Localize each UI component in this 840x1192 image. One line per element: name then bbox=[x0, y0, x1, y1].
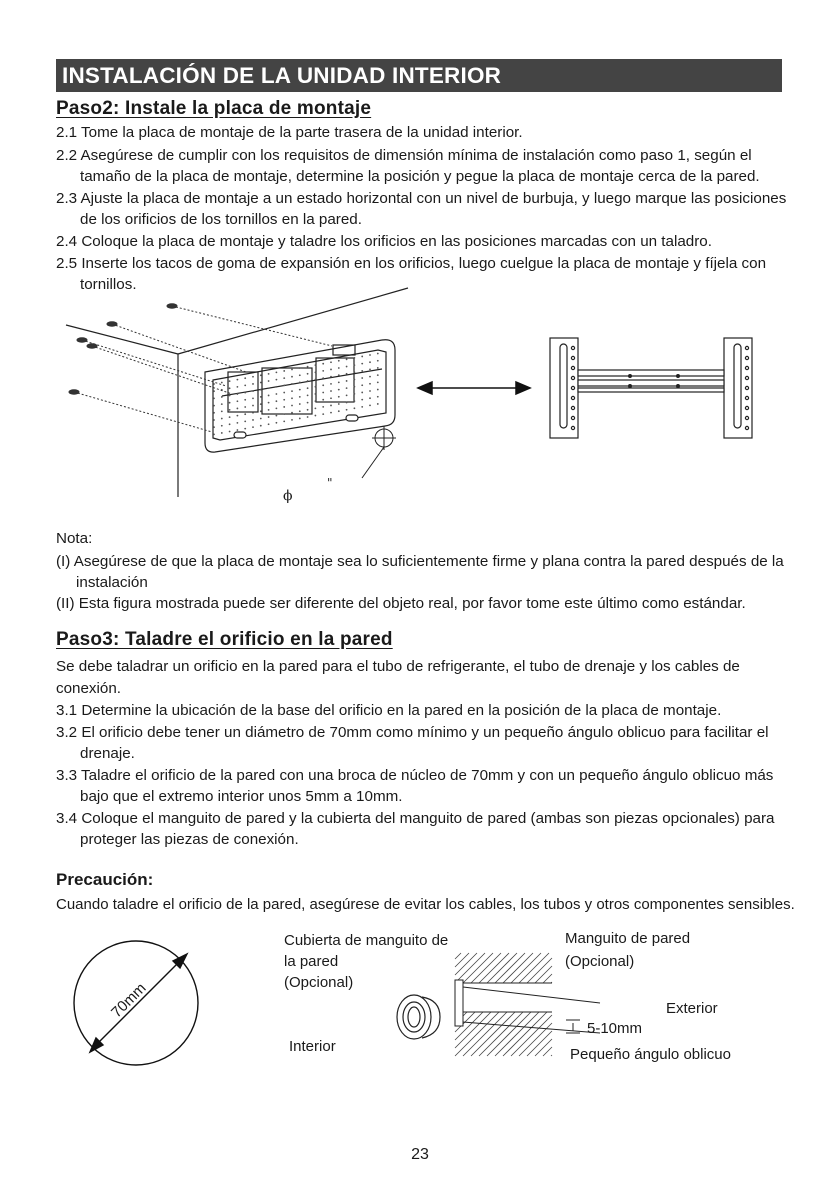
notes-label: Nota: bbox=[56, 530, 93, 547]
step2-line: 2.3 Ajuste la placa de montaje a un estado horizontal con un nivel de burbuja, y luego marque las posiciones bbox=[56, 190, 787, 207]
step2-line: 2.5 Inserte los tacos de goma de expansión en los orificios, luego cuelgue la placa de montaje y fíjela con bbox=[56, 255, 767, 272]
step3-line: 3.1 Determine la ubicación de la base del orificio en la pared en la posición de la placa de montaje. bbox=[56, 702, 722, 719]
step3-line: proteger las piezas de conexión. bbox=[80, 831, 299, 848]
sleeve-cover bbox=[397, 995, 440, 1039]
note-line: (II) Esta figura mostrada puede ser diferente del objeto real, por favor tome este último como estándar. bbox=[56, 595, 746, 612]
cover-label: (Opcional) bbox=[284, 974, 354, 991]
step2-title: Paso2: Instale la placa de montaje bbox=[56, 98, 372, 119]
page-number: 23 bbox=[411, 1146, 429, 1163]
step2-line: de los orificios de los tornillos en la pared. bbox=[80, 211, 362, 228]
interior-label: Interior bbox=[289, 1038, 336, 1055]
step2-line: 2.1 Tome la placa de montaje de la parte trasera de la unidad interior. bbox=[56, 124, 523, 141]
step2-line: tamaño de la placa de montaje, determine la posición y pegue la placa de montaje cerca de la pared. bbox=[80, 168, 760, 185]
step2-line: 2.4 Coloque la placa de montaje y taladre los orificios en las posiciones marcadas con un taladro. bbox=[56, 233, 712, 250]
exterior-label: Exterior bbox=[666, 1000, 718, 1017]
note-line: instalación bbox=[76, 574, 148, 591]
step3-line: bajo que el extremo interior unos 5mm a 10mm. bbox=[80, 788, 403, 805]
note-line: (I) Asegúrese de que la placa de montaje sea lo suficientemente firme y plana contra la pared después de la bbox=[56, 553, 784, 570]
step3-line: Se debe taladrar un orificio en la pared para el tubo de refrigerante, el tubo de drenaje y los cables de bbox=[56, 658, 740, 675]
mark-symbol: " bbox=[327, 476, 333, 490]
step3-line: 3.3 Taladre el orificio de la pared con una broca de núcleo de 70mm y con un pequeño ángulo oblicuo más bbox=[56, 767, 774, 784]
sleeve-label: (Opcional) bbox=[565, 953, 635, 970]
diameter-label: 70mm bbox=[108, 979, 150, 1022]
step3-line: 3.2 El orificio debe tener un diámetro de 70mm como mínimo y un pequeño ángulo oblicuo para facilitar el bbox=[56, 724, 769, 741]
phi-symbol: ϕ bbox=[283, 488, 293, 504]
step3-line: 3.4 Coloque el manguito de pared y la cubierta del manguito de pared (ambas son piezas opcionales) para bbox=[56, 810, 775, 827]
plate-front-view bbox=[550, 338, 752, 438]
angle-label: Pequeño ángulo oblicuo bbox=[570, 1046, 731, 1063]
caution-text: Cuando taladre el orificio de la pared, asegúrese de evitar los cables, los tubos y otros componentes sensibles. bbox=[56, 896, 795, 913]
step3-title: Paso3: Taladre el orificio en la pared bbox=[56, 629, 393, 650]
section-header: INSTALACIÓN DE LA UNIDAD INTERIOR bbox=[56, 59, 782, 92]
step2-line: 2.2 Asegúrese de cumplir con los requisitos de dimensión mínima de instalación como paso 1, según el bbox=[56, 147, 752, 164]
hole-marker bbox=[362, 426, 396, 478]
mounting-plate bbox=[205, 340, 395, 452]
caution-title: Precaución: bbox=[56, 870, 154, 889]
cover-label: Cubierta de manguito de bbox=[284, 932, 449, 949]
step3-line: conexión. bbox=[56, 680, 122, 697]
double-arrow-icon bbox=[418, 382, 530, 394]
step2-line: tornillos. bbox=[80, 276, 137, 293]
sleeve-label: Manguito de pared bbox=[565, 930, 691, 947]
cover-label: la pared bbox=[284, 953, 339, 970]
offset-label: 5-10mm bbox=[587, 1020, 643, 1037]
step3-line: drenaje. bbox=[80, 745, 135, 762]
